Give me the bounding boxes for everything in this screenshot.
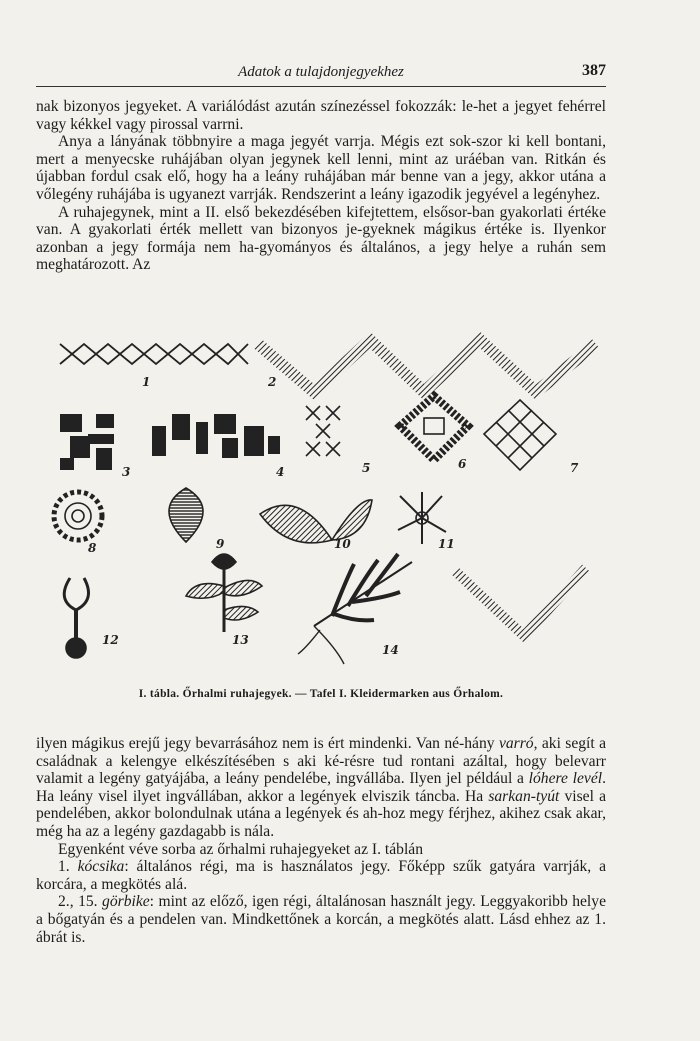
figure-label: 3 — [122, 465, 131, 479]
figure-label: 13 — [232, 633, 249, 647]
figure-label: 4 — [276, 465, 285, 479]
mark-8 — [54, 492, 102, 540]
mark-3 — [60, 414, 114, 470]
figure-label: 7 — [570, 461, 579, 475]
mark-4 — [152, 414, 280, 458]
text-block-bottom — [36, 735, 606, 946]
mark-6 — [400, 396, 468, 460]
figure-label: 12 — [102, 633, 119, 647]
figure-label: 6 — [458, 457, 467, 471]
mark-9 — [169, 488, 203, 542]
paragraph: Anya a lányának többnyire a maga jegyét varrja. Mégis ezt sok-szor ki kell bontani, mert a menyecske ruhájában olyan jegynek kell lenni, mint az uráéban van. Ritkán és újabban fordul csak elő, hogy ha a leány ruhájában már benne van a jegy, akkor utána a vőlegény ruhájába is ugyanezt varrják. Rendszerint a leány igazodik jegyével a legényhez. — [36, 133, 606, 203]
embroidery-marks-plate — [36, 330, 606, 675]
text-block-top — [36, 98, 606, 274]
mark-1-kocsika — [60, 344, 248, 364]
figure-label: 14 — [382, 643, 399, 657]
figure-label: 8 — [88, 541, 97, 555]
page-header — [36, 60, 606, 87]
figure-label: 1 — [142, 375, 151, 389]
mark-12 — [64, 578, 88, 658]
mark-5 — [306, 406, 340, 456]
figure-label: 9 — [216, 537, 225, 551]
page-number: 387 — [582, 62, 606, 79]
running-title: Adatok a tulajdonjegyekhez — [238, 64, 404, 80]
paragraph: ilyen mágikus erejű jegy bevarrásához nem is ért mindenki. Van né-hány varró, aki segít a családnak a kelengye elkészítésében s aki ké-résre tud rontani azáltal, hogy belevarr valamit a legény gatyájába, a leány pendelébe, ingvállába. Ilyen jel például a lóhere levél. Ha leány visel ilyet ingvállában, akkor a legények elviszik táncba. Ha sarkan-tyút visel a pendelében, akkor bolondulnak utána a legények és ah-hoz megy férjhez, akihez csak akar, még ha az a legény gazdagabb is nála. — [36, 735, 606, 840]
plate-caption: I. tábla. Őrhalmi ruhajegyek. — Tafel I. Kleidermarken aus Őrhalom. — [138, 688, 504, 700]
paragraph: A ruhajegynek, mint a II. első bekezdésében kifejtettem, elsősor-ban gyakorlati értéke van. A gyakorlati érték mellett van bizonyos je-gyeknek mágikus értéke is. Ilyenkor azonban a jegy formája nem ha-gyományos és általános, a jegy helye a ruhán sem meghatározott. Az — [36, 203, 606, 274]
mark-15 — [454, 568, 586, 636]
plate-illustration — [36, 330, 606, 675]
mark-7 — [484, 400, 556, 470]
figure-label: 5 — [362, 461, 371, 475]
paragraph: 1. kócsika: általános régi, ma is használatos jegy. Főképp szűk gatyára varrják, a korcára, a megkötés alá. — [36, 858, 606, 893]
paragraph: Egyenként véve sorba az őrhalmi ruhajegyeket az I. táblán — [58, 840, 423, 858]
mark-10 — [260, 500, 372, 543]
figure-label: 2 — [268, 375, 277, 389]
figure-label: 11 — [438, 537, 455, 551]
paragraph: nak bizonyos jegyeket. A variálódást azután színezéssel fokozzák: le-het a jegyet fehérrel vagy kékkel vagy pirossal varrni. — [36, 98, 606, 133]
mark-2-gorbike — [258, 340, 596, 392]
paragraph: 2., 15. görbike: mint az előző, igen régi, általánosan használt jegy. Leggyakoribb helye a bőgatyán és a pendelen van. Mindkettőnek a korcán, a megkötés alatt. Lásd ehhez az 1. ábrát is. — [36, 893, 606, 946]
mark-13 — [186, 554, 262, 632]
figure-label: 10 — [334, 537, 351, 551]
